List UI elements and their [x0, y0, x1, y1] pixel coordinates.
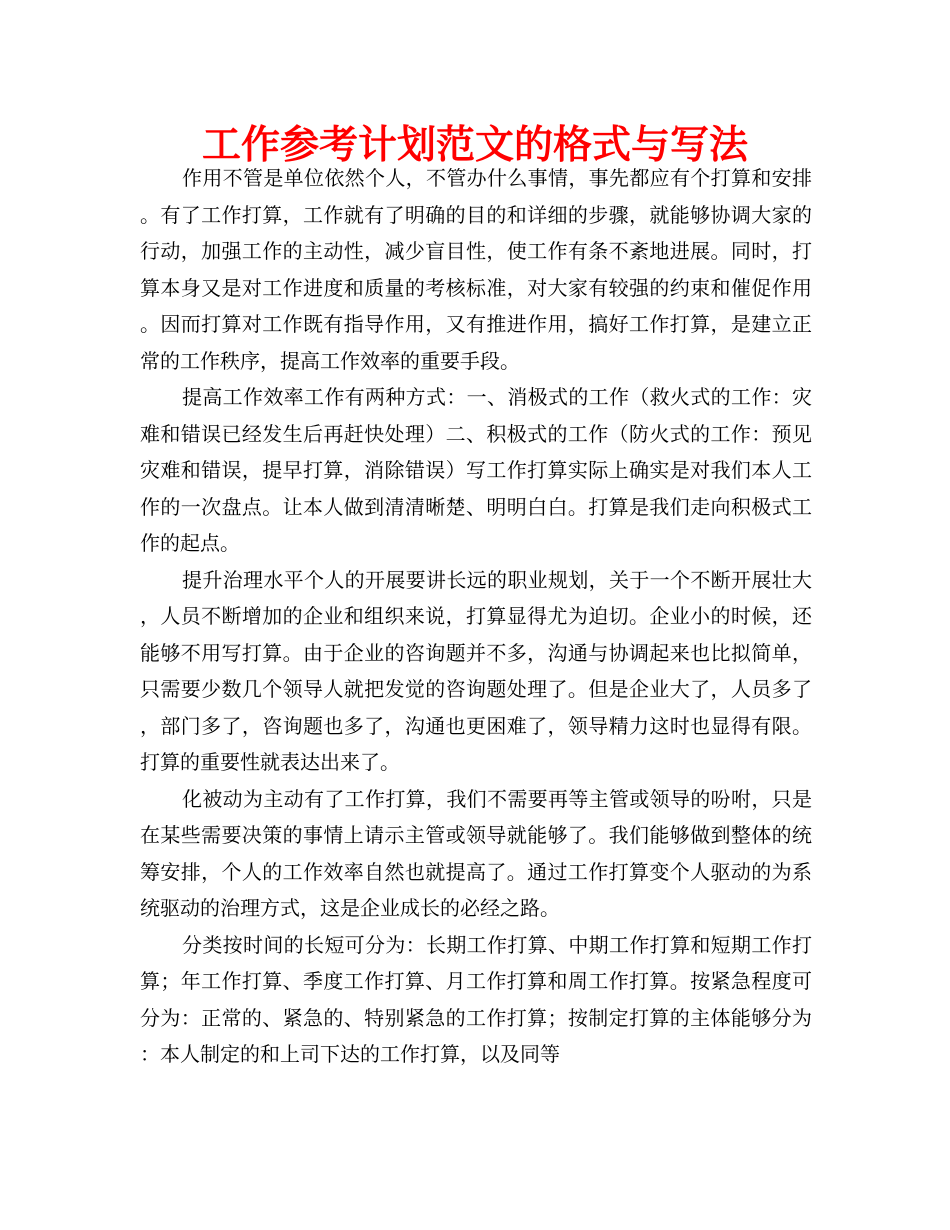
paragraph-classification: 分类按时间的长短可分为：长期工作打算、中期工作打算和短期工作打算；年工作打算、季度工作打算、月工作打算和周工作打算。按紧急程度可分为：正常的、紧急的、特别紧急的工作打算；按制定打算的主体能够分为：本人制定的和上司下达的工作打算，以及同等	[140, 932, 812, 1066]
document-body	[140, 160, 812, 1073]
document-title: 工作参考计划范文的格式与写法	[201, 123, 748, 168]
paragraph-management: 提升治理水平个人的开展要讲长远的职业规划，关于一个不断开展壮大，人员不断增加的企业和组织来说，打算显得尤为迫切。企业小的时候，还能够不用写打算。由于企业的咨询题并不多，沟通与协调起来也比拟简单，只需要少数几个领导人就把发觉的咨询题处理了。但是企业大了，人员多了，部门多了，咨询题也多了，沟通也更困难了，领导精力这时也显得有限。打算的重要性就表达出来了。	[140, 567, 812, 774]
paragraph-proactive: 化被动为主动有了工作打算，我们不需要再等主管或领导的吩咐，只是在某些需要决策的事情上请示主管或领导就能够了。我们能够做到整体的统筹安排，个人的工作效率自然也就提高了。通过工作打算变个人驱动的为系统驱动的治理方式，这是企业成长的必经之路。	[140, 786, 812, 920]
paragraph-efficiency: 提高工作效率工作有两种方式：一、消极式的工作（救火式的工作：灾难和错误已经发生后再赶快处理）二、积极式的工作（防火式的工作：预见灾难和错误，提早打算，消除错误）写工作打算实际上确实是对我们本人工作的一次盘点。让本人做到清清晰楚、明明白白。打算是我们走向积极式工作的起点。	[140, 385, 812, 555]
paragraph-purpose: 作用不管是单位依然个人，不管办什么事情，事先都应有个打算和安排。有了工作打算，工作就有了明确的目的和详细的步骤，就能够协调大家的行动，加强工作的主动性，减少盲目性，使工作有条不紊地进展。同时，打算本身又是对工作进度和质量的考核标准，对大家有较强的约束和催促作用。因而打算对工作既有指导作用，又有推进作用，搞好工作打算，是建立正常的工作秩序，提高工作效率的重要手段。	[140, 166, 812, 373]
